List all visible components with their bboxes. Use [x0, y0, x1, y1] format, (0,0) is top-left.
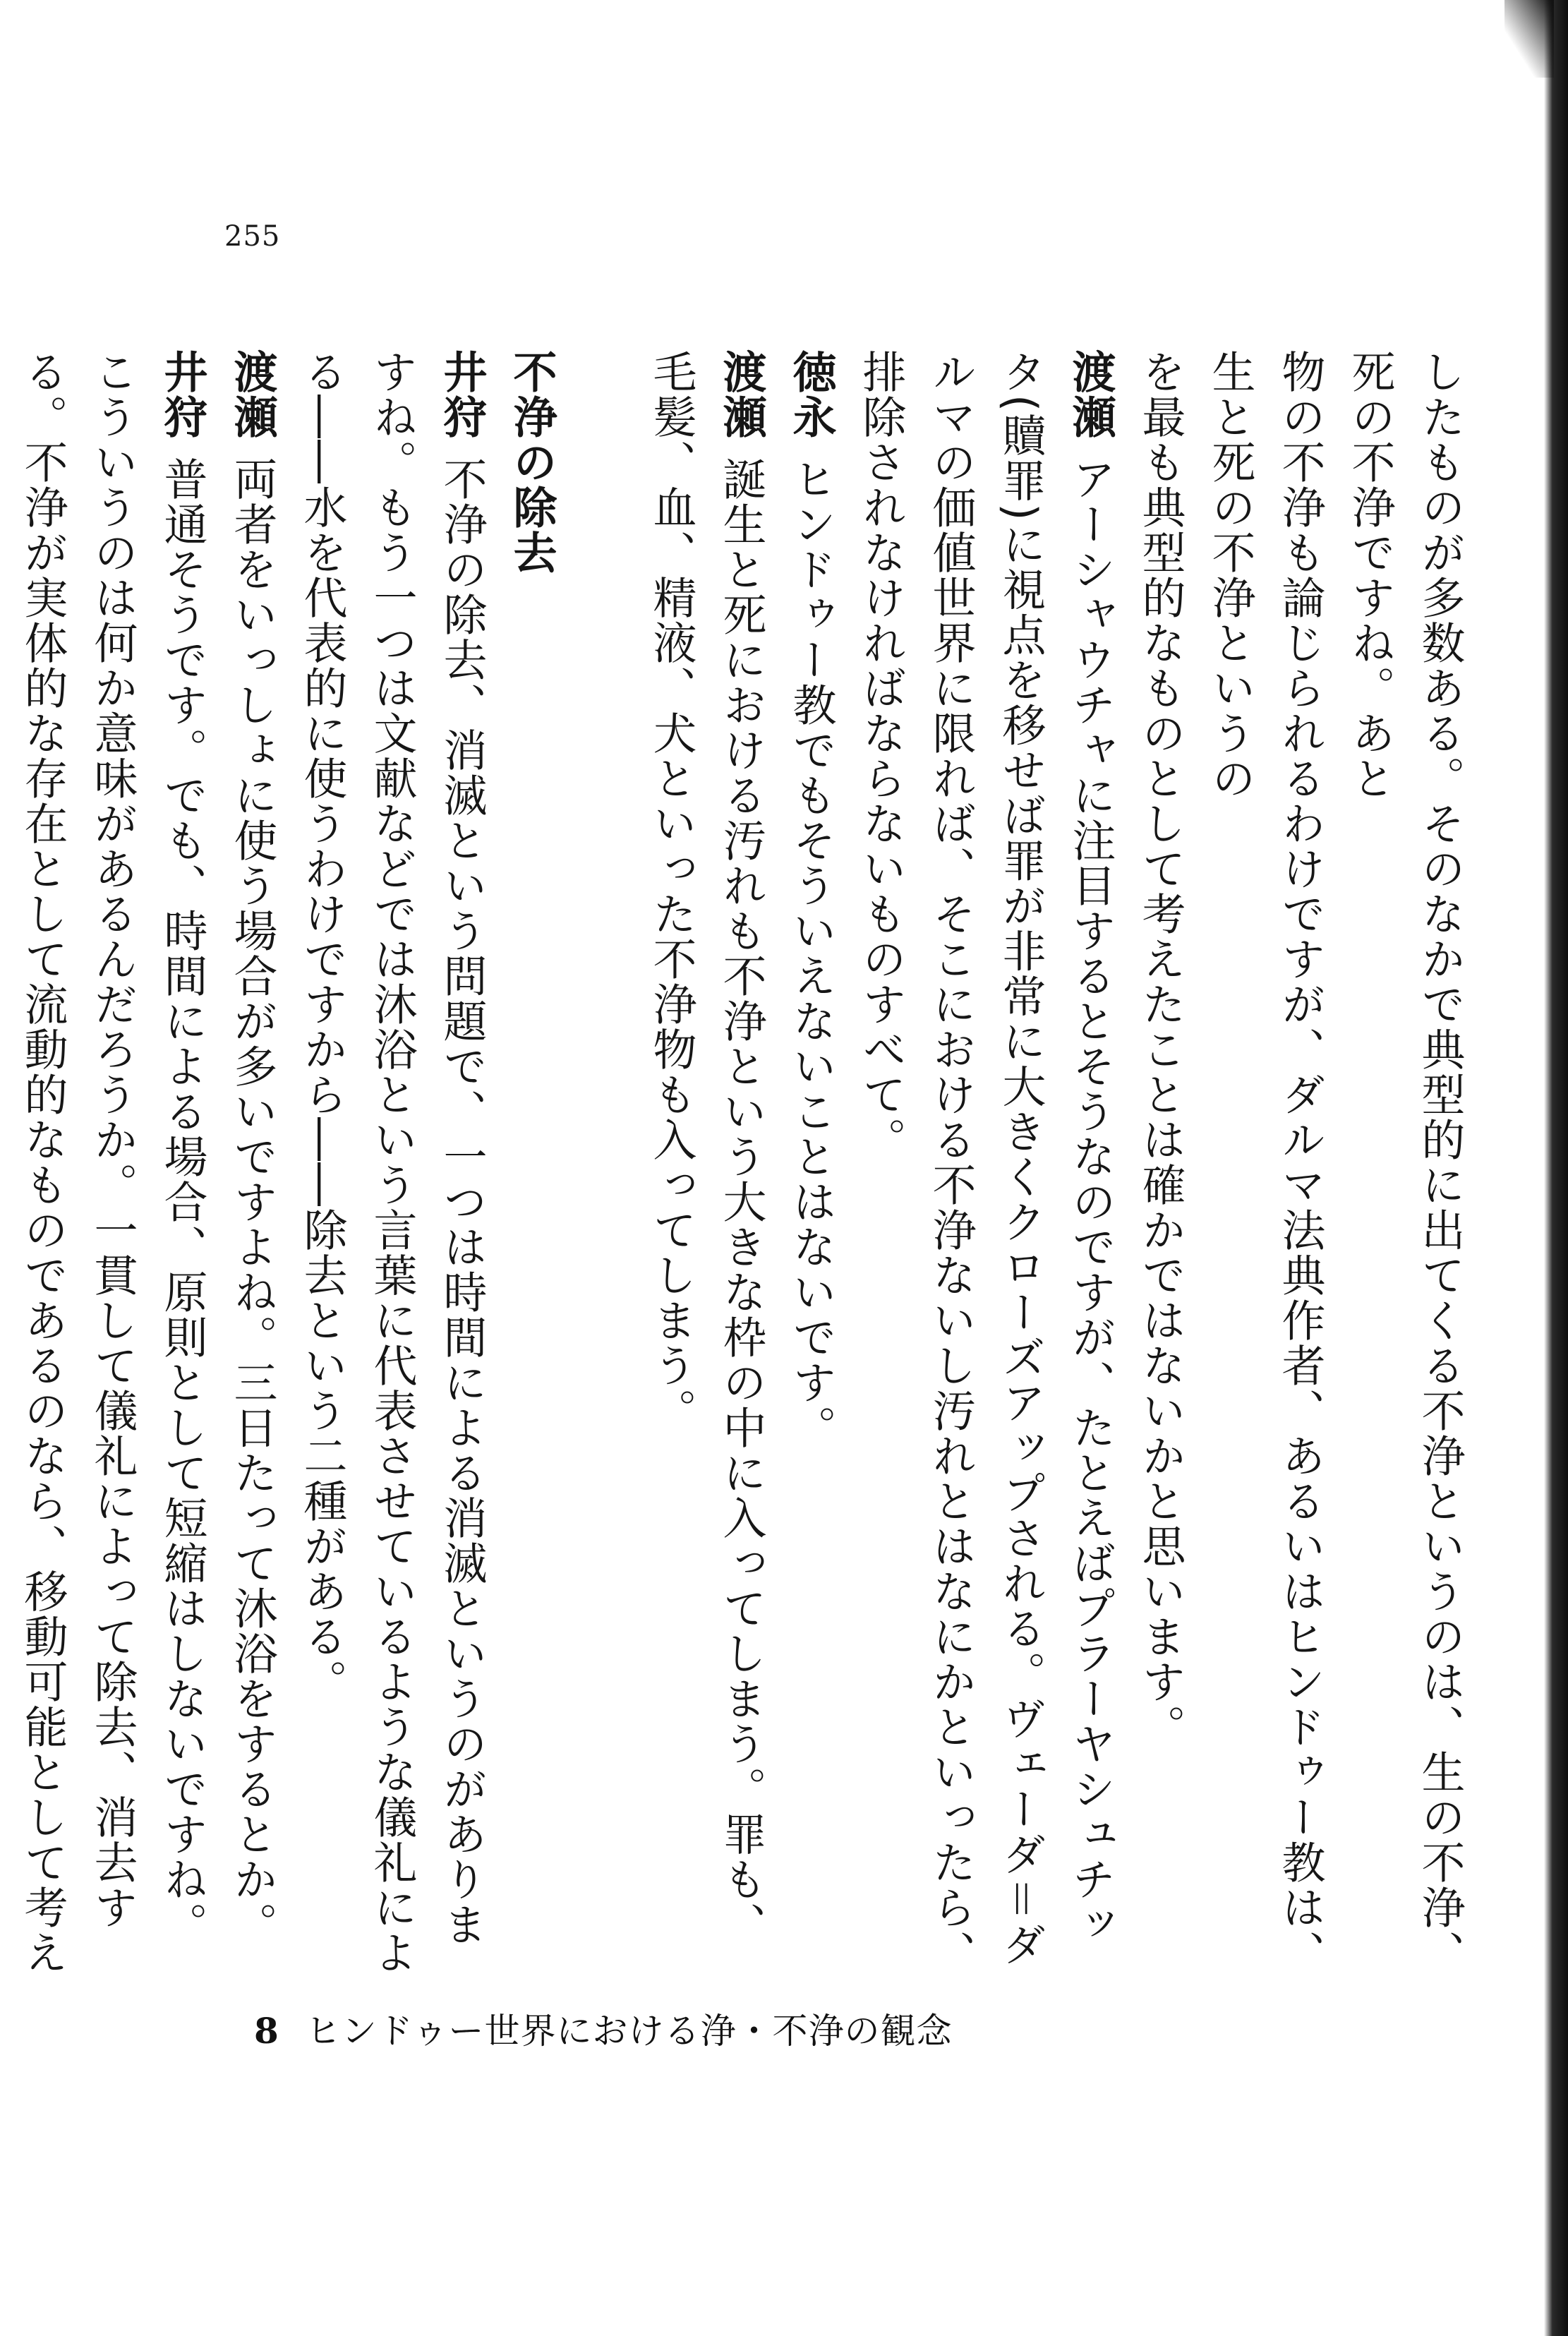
- speaker-name: 渡瀬: [716, 349, 767, 440]
- vertical-text-body: [17, 349, 1475, 1980]
- speaker-name: 井狩: [157, 349, 208, 440]
- dialogue-turn: [287, 349, 497, 1980]
- speaker-name: 渡瀬: [227, 349, 278, 440]
- speaker-name: 徳永: [785, 349, 837, 440]
- speech-text: アーシャウチャに注目するとそうなのですが、たとえばプラーヤシュチッタ(贖罪)に視点を移せば罪が非常に大きくクローズアップされる。ヴェーダ＝ダルマの価値世界に限れば、そこにおける不浄ないし汚れとはなにかといったら、排除されなければならないものすべて。: [855, 349, 1116, 1975]
- opening-line-1: したものが多数ある。そのなかで典型的に出てくる不浄というのは、生の不浄、死の不浄ですね。あと: [1344, 349, 1466, 1975]
- speaker-name: 井狩: [436, 349, 488, 440]
- chapter-title: ヒンドゥー世界における浄・不浄の観念: [305, 2011, 953, 2052]
- dialogue-turn: [776, 349, 846, 1980]
- binding-shadow-corner: [1504, 0, 1554, 78]
- dialogue-turn: [217, 349, 287, 1980]
- dialogue-turn: [0, 349, 217, 1980]
- opening-line-3: を最も典型的なものとして考えたことは確かではないかと思います。: [1135, 349, 1186, 1750]
- dialogue-turn: [637, 349, 776, 1980]
- page-number: 255: [224, 220, 281, 253]
- speech-text: 普通そうです。でも、時間による場合、原則として短縮はしないですね。こういうのは何か意味があるんだろうか。一貫して儀礼によって除去、消去する。不浄が実体的な存在として流動的なものであるのなら、移動可能として考え: [17, 349, 208, 1975]
- dialogue-turn: [846, 349, 1126, 1980]
- section-heading: 不浄の除去: [506, 349, 557, 575]
- speech-text: 不浄の除去、消滅という問題で、一つは時間による消滅というのがありますね。もう一つは文献などでは沐浴という言葉に代表させているような儀礼による――水を代表的に使うわけですから――除去という二種がある。: [296, 349, 488, 1975]
- speech-text: 誕生と死における汚れも不浄という大きな枠の中に入ってしまう。罪も、毛髪、血、精液、犬といった不浄物も入ってしまう。: [646, 349, 767, 1947]
- speaker-name: 渡瀬: [1065, 349, 1116, 440]
- speech-text: ヒンドゥー教でもそういえないことはないです。: [785, 457, 837, 1450]
- blank-column: [567, 349, 637, 1980]
- binding-shadow: [1544, 0, 1568, 2336]
- speech-text: 両者をいっしょに使う場合が多いですよね。三日たって沐浴をするとか。: [227, 457, 278, 1947]
- running-footer: [254, 2003, 953, 2054]
- opening-line-2: 物の不浄も論じられるわけですが、ダルマ法典作者、あるいはヒンドゥー教は、生と死の不浄というの: [1205, 349, 1326, 1975]
- chapter-number: 8: [254, 2010, 279, 2052]
